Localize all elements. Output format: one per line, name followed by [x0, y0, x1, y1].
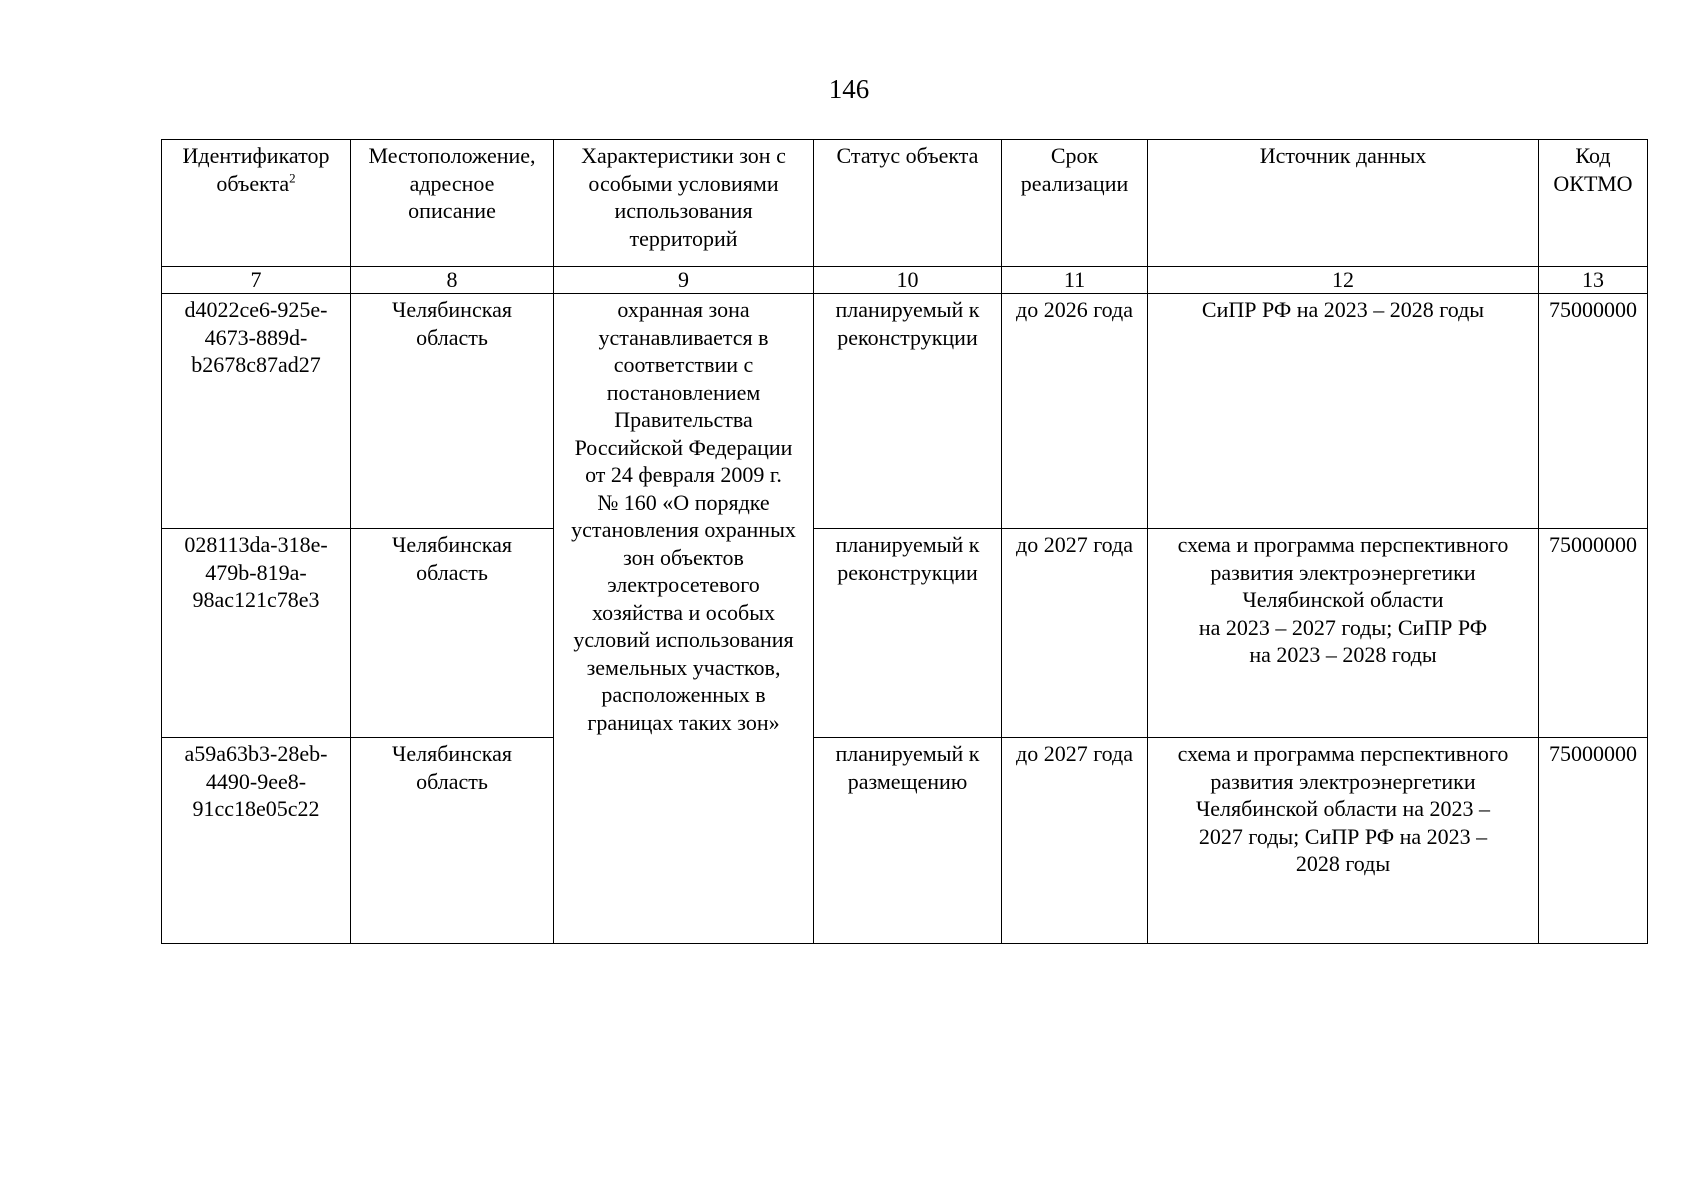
- header-location: Местоположение, адресное описание: [351, 140, 554, 267]
- oktmo-cell: 75000000: [1539, 529, 1648, 738]
- column-numbers-row: [162, 267, 1648, 294]
- status-cell: планируемый к реконструкции: [814, 294, 1002, 529]
- status-cell: планируемый к реконструкции: [814, 529, 1002, 738]
- header-data-source: Источник данных: [1148, 140, 1539, 267]
- source-cell: СиПР РФ на 2023 – 2028 годы: [1148, 294, 1539, 529]
- column-number: 12: [1148, 267, 1539, 294]
- table-row: [162, 529, 1648, 738]
- column-number: 8: [351, 267, 554, 294]
- source-cell: схема и программа перспективного развития электроэнергетики Челябинской области на 2023 – 2027 годы; СиПР РФ на 2023 – 2028 годы: [1148, 738, 1539, 944]
- status-cell: планируемый к размещению: [814, 738, 1002, 944]
- header-zone-characteristics: Характеристики зон с особыми условиями использования территорий: [554, 140, 814, 267]
- source-cell: схема и программа перспективного развития электроэнергетики Челябинской области на 2023 – 2027 годы; СиПР РФ на 2023 – 2028 годы: [1148, 529, 1539, 738]
- header-object-status: Статус объекта: [814, 140, 1002, 267]
- location-cell: Челябинская область: [351, 738, 554, 944]
- header-oktmo: Код ОКТМО: [1539, 140, 1648, 267]
- location-cell: Челябинская область: [351, 294, 554, 529]
- object-id-cell: d4022ce6-925e- 4673-889d- b2678c87ad27: [162, 294, 351, 529]
- term-cell: до 2027 года: [1002, 529, 1148, 738]
- zone-characteristics-cell: охранная зона устанавливается в соответствии с постановлением Правительства Российской Федерации от 24 февраля 2009 г. № 160 «О порядке установления охранных зон объектов электросетевого хозяйства и особых условий использования земельных участков, расположенных в границах таких зон»: [554, 294, 814, 944]
- page-number: 146: [828, 74, 870, 104]
- header-term: Срок реализации: [1002, 140, 1148, 267]
- column-number: 7: [162, 267, 351, 294]
- column-number: 13: [1539, 267, 1648, 294]
- header-object-id: Идентификатор объекта$^2$: [162, 140, 351, 267]
- oktmo-cell: 75000000: [1539, 738, 1648, 944]
- term-cell: до 2027 года: [1002, 738, 1148, 944]
- oktmo-cell: 75000000: [1539, 294, 1648, 529]
- location-cell: Челябинская область: [351, 529, 554, 738]
- column-number: 9: [554, 267, 814, 294]
- table-row: [162, 738, 1648, 944]
- table-header-row: [162, 140, 1648, 267]
- column-number: 10: [814, 267, 1002, 294]
- footnote-mark: 2: [289, 170, 296, 186]
- table-row: [162, 294, 1648, 529]
- object-id-cell: 028113da-318e- 479b-819a- 98ac121c78e3: [162, 529, 351, 738]
- term-cell: до 2026 года: [1002, 294, 1148, 529]
- column-number: 11: [1002, 267, 1148, 294]
- objects-table: [161, 139, 1648, 944]
- object-id-cell: a59a63b3-28eb- 4490-9ee8- 91cc18e05c22: [162, 738, 351, 944]
